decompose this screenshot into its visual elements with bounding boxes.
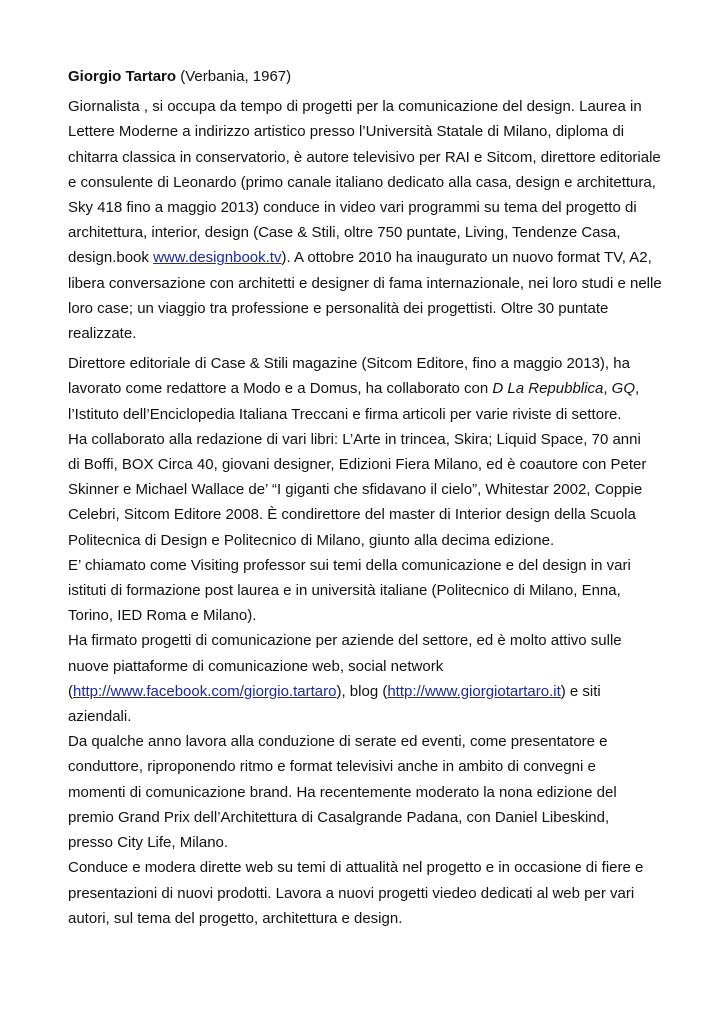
text-fragment: , [635,380,640,398]
text-line: conduttore, riproponendo ritmo e format televisivi anche in ambito di convegni e [68,758,596,776]
designbook-link[interactable]: www.designbook.tv [153,249,282,267]
text-line: Politecnica di Design e Politecnico di Milano, giunto alla decima edizione. [68,531,555,549]
text-line: Conduce e modera dirette web su temi di attualità nel progetto e in occasione di fiere e [68,859,644,877]
text-line: realizzate. [68,325,137,343]
text-line: Skinner e Michael Wallace de’ “I giganti che sfidavano il cielo”, Whitestar 2002, Coppie [68,481,643,499]
text-line: presentazioni di nuovi prodotti. Lavora a nuovi progetti viedeo dedicati al web per vari [68,884,635,902]
text-line: loro case; un viaggio tra professione e personalità dei progettisti. Oltre 30 puntate [68,299,609,317]
text-fragment: design.book [68,249,154,267]
text-line: autori, sul tema del progetto, architettura e design. [68,909,403,927]
text-fragment: , [603,380,612,398]
document-page [68,64,668,931]
text-line: e consulente di Leonardo (primo canale italiano dedicato alla casa, design e architettura, [68,173,656,191]
magazine-title: D La Repubblica [492,380,604,398]
text-fragment: lavorato come redattore a Modo e a Domus, ha collaborato con [68,380,493,398]
text-fragment: ), blog ( [336,682,388,700]
paragraph-activities [68,351,668,931]
author-name: Giorgio Tartaro [68,68,177,85]
text-line: premio Grand Prix dell’Architettura di Casalgrande Padana, con Daniel Libeskind, [68,808,610,826]
text-line: aziendali. [68,708,132,726]
text-fragment: ) e siti [560,682,601,700]
text-line: di Boffi, BOX Circa 40, giovani designer, Edizioni Fiera Milano, ed è coautore con Peter [68,456,647,474]
text-line: istituti di formazione post laurea e in università italiane (Politecnico di Milano, Enna, [68,582,621,600]
facebook-link[interactable]: http://www.facebook.com/giorgio.tartaro [73,682,337,700]
text-fragment: ( [68,682,73,700]
bio-heading [68,64,668,89]
text-fragment: ). A ottobre 2010 ha inaugurato un nuovo format TV, A2, [281,249,652,267]
text-line: presso City Life, Milano. [68,834,229,852]
paragraph-career [68,94,668,346]
text-line: E’ chiamato come Visiting professor sui temi della comunicazione e del design in vari [68,556,631,574]
text-line: Giornalista , si occupa da tempo di progetti per la comunicazione del design. Laurea in [68,98,642,116]
text-line: Direttore editoriale di Case & Stili magazine (Sitcom Editore, fino a maggio 2013), ha [68,355,630,373]
text-line: Torino, IED Roma e Milano). [68,607,257,625]
text-line: Da qualche anno lavora alla conduzione di serate ed eventi, come presentatore e [68,733,608,751]
blog-link[interactable]: http://www.giorgiotartaro.it [387,682,561,700]
text-line [68,679,668,704]
text-line: nuove piattaforme di comunicazione web, social network [68,657,444,675]
text-line: Sky 418 fino a maggio 2013) conduce in video vari programmi su tema del progetto di [68,199,637,217]
magazine-title: GQ [611,380,635,398]
text-line [68,376,668,401]
text-line: libera conversazione con architetti e designer di fama internazionale, nei loro studi e nelle [68,274,662,292]
text-line: Lettere Moderne a indirizzo artistico presso l’Università Statale di Milano, diploma di [68,123,625,141]
text-line: chitarra classica in conservatorio, è autore televisivo per RAI e Sitcom, direttore editoriale [68,148,661,166]
text-line: architettura, interior, design (Case & Stili, oltre 750 puntate, Living, Tendenze Casa, [68,224,621,242]
text-line: momenti di comunicazione brand. Ha recentemente moderato la nona edizione del [68,783,617,801]
text-line: Celebri, Sitcom Editore 2008. È condirettore del master di Interior design della Scuola [68,506,636,524]
text-line: l’Istituto dell’Enciclopedia Italiana Treccani e firma articoli per varie riviste di settore. [68,405,622,423]
text-line: Ha collaborato alla redazione di vari libri: L’Arte in trincea, Skira; Liquid Space, 70 anni [68,430,641,448]
author-origin: (Verbania, 1967) [176,68,292,85]
text-line [68,245,668,270]
text-line: Ha firmato progetti di comunicazione per aziende del settore, ed è molto attivo sulle [68,632,622,650]
